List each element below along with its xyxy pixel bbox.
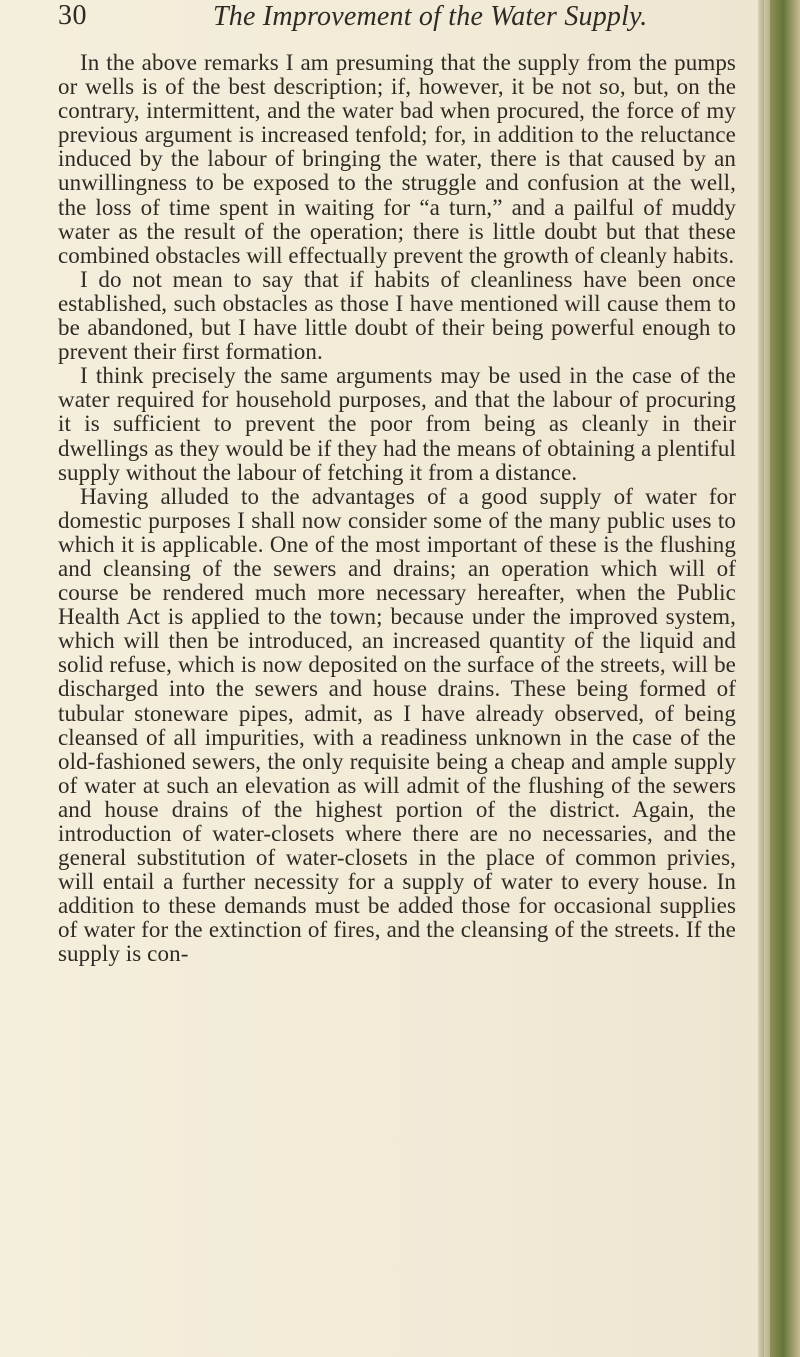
paragraph-4: Having alluded to the advantages of a good supply of water for domestic purposes I shall now consider some of the many public uses to which it is applicable. One of the most important of these is the flushing and cleansing of the sewers and drains; an operation which will of course be rendered much more necessary hereafter, when the Public Health Act is applied to the town; because under the improved system, which will then be introduced, an increased quantity of the liquid and solid refuse, which is now deposited on the surface of the streets, will be discharged into the sewers and house drains. These being formed of tubular stoneware pipes, admit, as I have already observed, of being cleansed of all impurities, with a readiness unknown in the case of the old-fashioned sewers, the only requisite being a cheap and ample supply of water at such an elevation as will admit of the flushing of the sewers and house drains of the highest portion of the district. Again, the introduction of water-closets where there are no necessaries, and the general substitution of water-closets in the place of common privies, will entail a further necessity for a supply of water to every house. In addition to these demands must be added those for occasional supplies of water for the extinction of fires, and the cleansing of the streets. If the supply is con-: [58, 483, 736, 967]
page-header: [58, 0, 758, 50]
paragraph-1: In the above remarks I am presuming that the supply from the pumps or wells is of the best description; if, however, it be not so, but, on the contrary, intermittent, and the water bad when procured, the force of my previous argument is increased tenfold; for, in addition to the reluctance induced by the labour of bringing the water, there is that caused by an unwillingness to be exposed to the struggle and confusion at the well, the loss of time spent in waiting for “a turn,” and a pailful of muddy water as the result of the operation; there is little doubt but that these combined obstacles will effectually prevent the growth of cleanly habits.: [58, 50, 736, 268]
page-number: 30: [58, 0, 87, 31]
paragraph-3: I think precisely the same arguments may be used in the case of the water required for household purposes, and that the labour of procuring it is sufficient to prevent the poor from being as cleanly in their dwellings as they would be if they had the means of obtaining a plentiful supply without the labour of fetching it from a distance.: [58, 363, 736, 485]
page-body: [58, 51, 736, 967]
book-spine: [758, 0, 800, 1357]
running-head: The Improvement of the Water Supply.: [213, 1, 648, 32]
paragraph-2: I do not mean to say that if habits of cleanliness have been once established, such obstacles as those I have mentioned will cause them to be abandoned, but I have little doubt of their being powerful enough to prevent their first formation.: [58, 266, 736, 365]
